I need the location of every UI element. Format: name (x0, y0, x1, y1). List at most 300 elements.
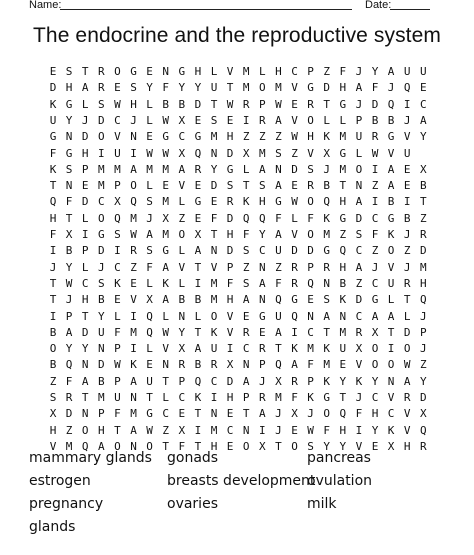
grid-letter[interactable]: S (226, 179, 234, 193)
grid-letter[interactable]: E (194, 211, 202, 225)
grid-letter[interactable]: R (242, 97, 250, 111)
grid-letter[interactable]: B (49, 325, 57, 339)
grid-letter[interactable]: P (65, 309, 73, 323)
grid-letter[interactable]: X (323, 146, 330, 160)
grid-letter[interactable]: A (146, 228, 153, 241)
grid-letter[interactable]: H (339, 81, 347, 95)
grid-letter[interactable]: G (162, 130, 169, 144)
grid-letter[interactable]: Z (275, 130, 282, 144)
grid-letter[interactable]: F (339, 65, 347, 78)
grid-letter[interactable]: Q (242, 211, 250, 225)
grid-letter[interactable]: M (210, 293, 218, 307)
grid-letter[interactable]: B (419, 179, 427, 193)
grid-letter[interactable]: O (403, 342, 411, 356)
grid-letter[interactable]: Y (81, 342, 89, 356)
grid-letter[interactable]: A (275, 228, 282, 241)
grid-letter[interactable]: S (242, 276, 250, 290)
grid-letter[interactable]: V (387, 260, 395, 274)
grid-letter[interactable]: W (162, 146, 169, 160)
grid-letter[interactable]: K (387, 228, 395, 241)
grid-letter[interactable]: E (403, 179, 411, 193)
grid-letter[interactable]: P (81, 162, 89, 176)
grid-letter[interactable]: D (226, 146, 234, 160)
grid-letter[interactable]: D (226, 374, 234, 388)
grid-letter[interactable]: G (258, 309, 266, 323)
grid-letter[interactable]: W (130, 228, 137, 241)
grid-letter[interactable]: L (194, 309, 202, 323)
grid-letter[interactable]: G (97, 228, 105, 241)
grid-letter[interactable]: A (194, 244, 202, 258)
grid-letter[interactable]: U (387, 276, 395, 290)
grid-letter[interactable]: F (275, 276, 282, 290)
grid-letter[interactable]: U (210, 81, 218, 95)
grid-letter[interactable]: G (178, 65, 186, 78)
grid-letter[interactable]: H (371, 407, 379, 421)
grid-letter[interactable]: E (307, 293, 314, 307)
grid-letter[interactable]: E (226, 407, 234, 421)
grid-letter[interactable]: M (339, 130, 347, 144)
grid-letter[interactable]: Z (162, 423, 169, 437)
grid-letter[interactable]: C (387, 407, 395, 421)
grid-letter[interactable]: O (49, 342, 57, 356)
grid-letter[interactable]: T (162, 374, 169, 388)
grid-letter[interactable]: T (323, 97, 330, 111)
grid-letter[interactable]: X (275, 374, 282, 388)
grid-letter[interactable]: Q (81, 439, 89, 453)
grid-letter[interactable]: A (242, 293, 250, 307)
grid-letter[interactable]: V (178, 179, 186, 193)
grid-letter[interactable]: K (242, 195, 250, 209)
grid-letter[interactable]: W (371, 146, 379, 160)
grid-letter[interactable]: A (355, 81, 363, 95)
grid-letter[interactable]: H (275, 65, 282, 78)
grid-letter[interactable]: Q (130, 195, 137, 209)
grid-letter[interactable]: J (355, 97, 363, 111)
grid-letter[interactable]: W (291, 195, 298, 209)
grid-letter[interactable]: N (81, 358, 89, 372)
grid-letter[interactable]: O (146, 439, 153, 453)
grid-letter[interactable]: T (387, 325, 395, 339)
grid-letter[interactable]: Y (419, 130, 427, 144)
grid-letter[interactable]: S (275, 146, 282, 160)
grid-letter[interactable]: K (387, 423, 395, 437)
grid-letter[interactable]: G (65, 97, 73, 111)
grid-letter[interactable]: D (81, 130, 89, 144)
grid-letter[interactable]: P (355, 113, 363, 127)
grid-letter[interactable]: Y (210, 162, 218, 176)
grid-letter[interactable]: E (114, 81, 121, 95)
grid-letter[interactable]: Z (339, 228, 347, 241)
grid-letter[interactable]: F (49, 146, 57, 160)
grid-letter[interactable]: E (371, 439, 379, 453)
grid-letter[interactable]: A (178, 162, 186, 176)
grid-letter[interactable]: Y (178, 325, 186, 339)
grid-letter[interactable]: Z (130, 260, 137, 274)
grid-letter[interactable]: H (226, 130, 234, 144)
grid-letter[interactable]: S (97, 97, 105, 111)
grid-letter[interactable]: X (371, 325, 379, 339)
grid-letter[interactable]: J (403, 228, 411, 241)
grid-letter[interactable]: J (387, 81, 395, 95)
grid-letter[interactable]: T (275, 342, 282, 356)
grid-letter[interactable]: O (387, 358, 395, 372)
grid-letter[interactable]: B (162, 97, 169, 111)
grid-letter[interactable]: K (130, 358, 137, 372)
grid-letter[interactable]: T (275, 439, 282, 453)
grid-letter[interactable]: A (355, 195, 363, 209)
grid-letter[interactable]: R (419, 228, 427, 241)
grid-letter[interactable]: E (242, 309, 250, 323)
grid-letter[interactable]: H (97, 423, 105, 437)
grid-letter[interactable]: E (49, 65, 57, 78)
grid-letter[interactable]: F (114, 407, 121, 421)
grid-letter[interactable]: E (178, 407, 186, 421)
grid-letter[interactable]: P (242, 391, 250, 404)
grid-letter[interactable]: C (162, 407, 169, 421)
grid-letter[interactable]: A (194, 342, 202, 356)
grid-letter[interactable]: X (162, 211, 169, 225)
grid-letter[interactable]: K (323, 342, 330, 356)
grid-letter[interactable]: C (355, 244, 363, 258)
grid-letter[interactable]: Z (242, 130, 250, 144)
grid-letter[interactable]: D (355, 211, 363, 225)
grid-letter[interactable]: X (419, 162, 427, 176)
grid-letter[interactable]: B (97, 374, 105, 388)
grid-letter[interactable]: L (162, 391, 169, 404)
grid-letter[interactable]: I (81, 228, 89, 241)
grid-letter[interactable]: M (162, 162, 169, 176)
grid-letter[interactable]: W (275, 97, 282, 111)
grid-letter[interactable]: D (81, 325, 89, 339)
grid-letter[interactable]: I (130, 146, 137, 160)
grid-letter[interactable]: B (194, 358, 202, 372)
grid-letter[interactable]: T (114, 423, 121, 437)
grid-letter[interactable]: N (323, 276, 330, 290)
grid-letter[interactable]: F (65, 374, 73, 388)
grid-letter[interactable]: R (258, 391, 266, 404)
grid-letter[interactable]: T (81, 309, 89, 323)
grid-letter[interactable]: G (275, 195, 282, 209)
grid-letter[interactable]: L (162, 309, 169, 323)
grid-letter[interactable]: G (194, 195, 202, 209)
grid-letter[interactable]: M (258, 146, 266, 160)
grid-letter[interactable]: Q (387, 97, 395, 111)
grid-letter[interactable]: T (226, 81, 234, 95)
grid-letter[interactable]: B (97, 293, 105, 307)
grid-letter[interactable]: X (355, 342, 363, 356)
grid-letter[interactable]: C (178, 391, 186, 404)
grid-letter[interactable]: Y (339, 439, 347, 453)
grid-letter[interactable]: Z (275, 260, 282, 274)
grid-letter[interactable]: G (307, 81, 314, 95)
grid-letter[interactable]: D (97, 244, 105, 258)
grid-letter[interactable]: G (339, 97, 347, 111)
grid-letter[interactable]: T (323, 325, 330, 339)
grid-letter[interactable]: C (210, 374, 218, 388)
grid-letter[interactable]: Y (323, 439, 330, 453)
grid-letter[interactable]: E (226, 113, 234, 127)
grid-letter[interactable]: K (355, 374, 363, 388)
grid-letter[interactable]: N (130, 130, 137, 144)
grid-letter[interactable]: L (81, 211, 89, 225)
grid-letter[interactable]: E (130, 276, 137, 290)
grid-letter[interactable]: H (258, 195, 266, 209)
grid-letter[interactable]: C (371, 391, 379, 404)
name-field-line[interactable] (60, 9, 352, 10)
grid-letter[interactable]: N (242, 358, 250, 372)
grid-letter[interactable]: T (242, 407, 250, 421)
grid-letter[interactable]: T (65, 211, 73, 225)
grid-letter[interactable]: R (97, 65, 105, 78)
grid-letter[interactable]: R (291, 260, 298, 274)
grid-letter[interactable]: Q (194, 146, 202, 160)
grid-letter[interactable]: N (65, 130, 73, 144)
grid-letter[interactable]: C (419, 97, 427, 111)
grid-letter[interactable]: F (323, 423, 330, 437)
grid-letter[interactable]: R (258, 113, 266, 127)
grid-letter[interactable]: M (242, 81, 250, 95)
grid-letter[interactable]: N (97, 342, 105, 356)
grid-letter[interactable]: G (339, 211, 347, 225)
grid-letter[interactable]: I (403, 97, 411, 111)
grid-letter[interactable]: K (323, 211, 330, 225)
grid-letter[interactable]: C (371, 276, 379, 290)
grid-letter[interactable]: I (242, 113, 250, 127)
grid-letter[interactable]: T (49, 276, 57, 290)
grid-letter[interactable]: C (371, 211, 379, 225)
grid-letter[interactable]: F (307, 211, 314, 225)
grid-letter[interactable]: H (130, 97, 137, 111)
grid-letter[interactable]: R (291, 374, 298, 388)
grid-letter[interactable]: H (226, 228, 234, 241)
grid-letter[interactable]: Y (339, 374, 347, 388)
grid-letter[interactable]: S (307, 162, 314, 176)
grid-letter[interactable]: L (146, 113, 153, 127)
grid-letter[interactable]: A (355, 260, 363, 274)
grid-letter[interactable]: B (178, 293, 186, 307)
grid-letter[interactable]: M (323, 358, 330, 372)
grid-letter[interactable]: Y (65, 342, 73, 356)
grid-letter[interactable]: R (194, 162, 202, 176)
grid-letter[interactable]: L (146, 276, 153, 290)
grid-letter[interactable]: J (403, 113, 411, 127)
grid-letter[interactable]: P (178, 374, 186, 388)
grid-letter[interactable]: V (403, 407, 411, 421)
grid-letter[interactable]: J (146, 211, 153, 225)
grid-letter[interactable]: U (146, 374, 153, 388)
grid-letter[interactable]: O (114, 439, 121, 453)
grid-letter[interactable]: H (339, 423, 347, 437)
grid-letter[interactable]: A (81, 374, 89, 388)
grid-letter[interactable]: F (146, 260, 153, 274)
grid-letter[interactable]: O (258, 81, 266, 95)
grid-letter[interactable]: L (258, 65, 266, 78)
grid-letter[interactable]: O (307, 195, 314, 209)
grid-letter[interactable]: N (178, 309, 186, 323)
grid-letter[interactable]: H (49, 423, 57, 437)
grid-letter[interactable]: U (419, 65, 427, 78)
grid-letter[interactable]: S (97, 276, 105, 290)
grid-letter[interactable]: H (210, 439, 218, 453)
grid-letter[interactable]: N (162, 358, 169, 372)
grid-letter[interactable]: E (291, 97, 298, 111)
grid-letter[interactable]: Q (307, 276, 314, 290)
grid-letter[interactable]: X (419, 407, 427, 421)
grid-letter[interactable]: T (81, 391, 89, 404)
grid-letter[interactable]: K (194, 391, 202, 404)
grid-letter[interactable]: V (307, 146, 314, 160)
grid-letter[interactable]: M (210, 423, 218, 437)
grid-letter[interactable]: K (323, 130, 330, 144)
grid-letter[interactable]: F (242, 228, 250, 241)
grid-letter[interactable]: P (419, 325, 427, 339)
grid-letter[interactable]: M (210, 276, 218, 290)
grid-letter[interactable]: A (323, 309, 330, 323)
grid-letter[interactable]: J (65, 293, 73, 307)
grid-letter[interactable]: A (387, 179, 395, 193)
grid-letter[interactable]: Y (371, 374, 379, 388)
grid-letter[interactable]: L (81, 260, 89, 274)
grid-letter[interactable]: F (210, 211, 218, 225)
grid-letter[interactable]: Q (65, 358, 73, 372)
grid-letter[interactable]: M (275, 391, 282, 404)
grid-letter[interactable]: J (307, 407, 314, 421)
grid-letter[interactable]: B (387, 113, 395, 127)
grid-letter[interactable]: D (81, 195, 89, 209)
grid-letter[interactable]: P (114, 342, 121, 356)
grid-letter[interactable]: M (419, 260, 427, 274)
grid-letter[interactable]: Y (371, 65, 379, 78)
grid-letter[interactable]: N (339, 309, 347, 323)
grid-letter[interactable]: N (307, 309, 314, 323)
grid-letter[interactable]: D (97, 358, 105, 372)
grid-letter[interactable]: M (130, 407, 137, 421)
grid-letter[interactable]: K (210, 325, 218, 339)
grid-letter[interactable]: A (130, 162, 137, 176)
grid-letter[interactable]: D (97, 113, 105, 127)
grid-letter[interactable]: D (194, 97, 202, 111)
grid-letter[interactable]: W (162, 113, 169, 127)
grid-letter[interactable]: J (49, 260, 57, 274)
grid-letter[interactable]: N (162, 65, 169, 78)
grid-letter[interactable]: T (194, 407, 202, 421)
grid-letter[interactable]: A (291, 358, 298, 372)
grid-letter[interactable]: M (97, 162, 105, 176)
grid-letter[interactable]: R (307, 97, 314, 111)
grid-letter[interactable]: A (275, 113, 282, 127)
grid-letter[interactable]: A (65, 325, 73, 339)
grid-letter[interactable]: J (275, 423, 282, 437)
grid-letter[interactable]: S (65, 65, 73, 78)
grid-letter[interactable]: T (81, 65, 89, 78)
grid-letter[interactable]: H (226, 391, 234, 404)
grid-letter[interactable]: L (114, 309, 121, 323)
grid-letter[interactable]: V (403, 130, 411, 144)
grid-letter[interactable]: C (81, 276, 89, 290)
grid-letter[interactable]: R (130, 244, 137, 258)
grid-letter[interactable]: V (355, 358, 363, 372)
grid-letter[interactable]: N (355, 179, 363, 193)
grid-letter[interactable]: X (65, 228, 73, 241)
grid-letter[interactable]: J (355, 391, 363, 404)
grid-letter[interactable]: R (307, 179, 314, 193)
grid-letter[interactable]: T (210, 97, 218, 111)
grid-letter[interactable]: U (210, 342, 218, 356)
grid-letter[interactable]: D (403, 325, 411, 339)
grid-letter[interactable]: X (178, 146, 186, 160)
grid-letter[interactable]: R (226, 195, 234, 209)
grid-letter[interactable]: A (162, 260, 169, 274)
grid-letter[interactable]: X (178, 342, 186, 356)
grid-letter[interactable]: N (258, 293, 266, 307)
grid-letter[interactable]: V (49, 439, 57, 453)
grid-letter[interactable]: O (371, 358, 379, 372)
grid-letter[interactable]: G (162, 244, 169, 258)
grid-letter[interactable]: Y (419, 374, 427, 388)
grid-letter[interactable]: R (242, 325, 250, 339)
grid-letter[interactable]: V (210, 260, 218, 274)
grid-letter[interactable]: O (387, 244, 395, 258)
grid-letter[interactable]: T (339, 179, 347, 193)
grid-letter[interactable]: Q (275, 358, 282, 372)
grid-letter[interactable]: Y (65, 260, 73, 274)
grid-letter[interactable]: S (307, 439, 314, 453)
grid-letter[interactable]: A (130, 374, 137, 388)
grid-letter[interactable]: A (162, 293, 169, 307)
grid-letter[interactable]: A (258, 162, 266, 176)
grid-letter[interactable]: E (291, 423, 298, 437)
grid-letter[interactable]: H (403, 439, 411, 453)
grid-letter[interactable]: M (97, 391, 105, 404)
grid-letter[interactable]: U (114, 391, 121, 404)
grid-letter[interactable]: C (291, 65, 298, 78)
grid-letter[interactable]: S (65, 162, 73, 176)
grid-letter[interactable]: S (242, 244, 250, 258)
grid-letter[interactable]: T (162, 439, 169, 453)
grid-letter[interactable]: A (387, 65, 395, 78)
grid-letter[interactable]: T (242, 179, 250, 193)
grid-letter[interactable]: V (226, 325, 234, 339)
grid-letter[interactable]: L (355, 146, 363, 160)
grid-letter[interactable]: R (403, 276, 411, 290)
grid-letter[interactable]: M (275, 81, 282, 95)
grid-letter[interactable]: A (275, 325, 282, 339)
grid-letter[interactable]: M (242, 65, 250, 78)
grid-letter[interactable]: A (242, 374, 250, 388)
grid-letter[interactable]: A (403, 374, 411, 388)
grid-letter[interactable]: E (162, 179, 169, 193)
grid-letter[interactable]: A (387, 162, 395, 176)
grid-letter[interactable]: U (114, 146, 121, 160)
grid-letter[interactable]: I (194, 276, 202, 290)
grid-letter[interactable]: N (130, 391, 137, 404)
grid-letter[interactable]: B (403, 211, 411, 225)
grid-letter[interactable]: O (178, 228, 186, 241)
grid-letter[interactable]: R (419, 439, 427, 453)
grid-letter[interactable]: E (194, 179, 202, 193)
grid-letter[interactable]: R (291, 276, 298, 290)
grid-letter[interactable]: A (387, 309, 395, 323)
grid-letter[interactable]: X (291, 407, 298, 421)
grid-letter[interactable]: G (130, 65, 137, 78)
grid-letter[interactable]: V (291, 113, 298, 127)
grid-letter[interactable]: S (49, 391, 57, 404)
grid-letter[interactable]: W (226, 97, 234, 111)
grid-letter[interactable]: L (323, 113, 330, 127)
grid-letter[interactable]: C (355, 309, 363, 323)
grid-letter[interactable]: T (49, 179, 57, 193)
grid-letter[interactable]: Q (339, 244, 347, 258)
